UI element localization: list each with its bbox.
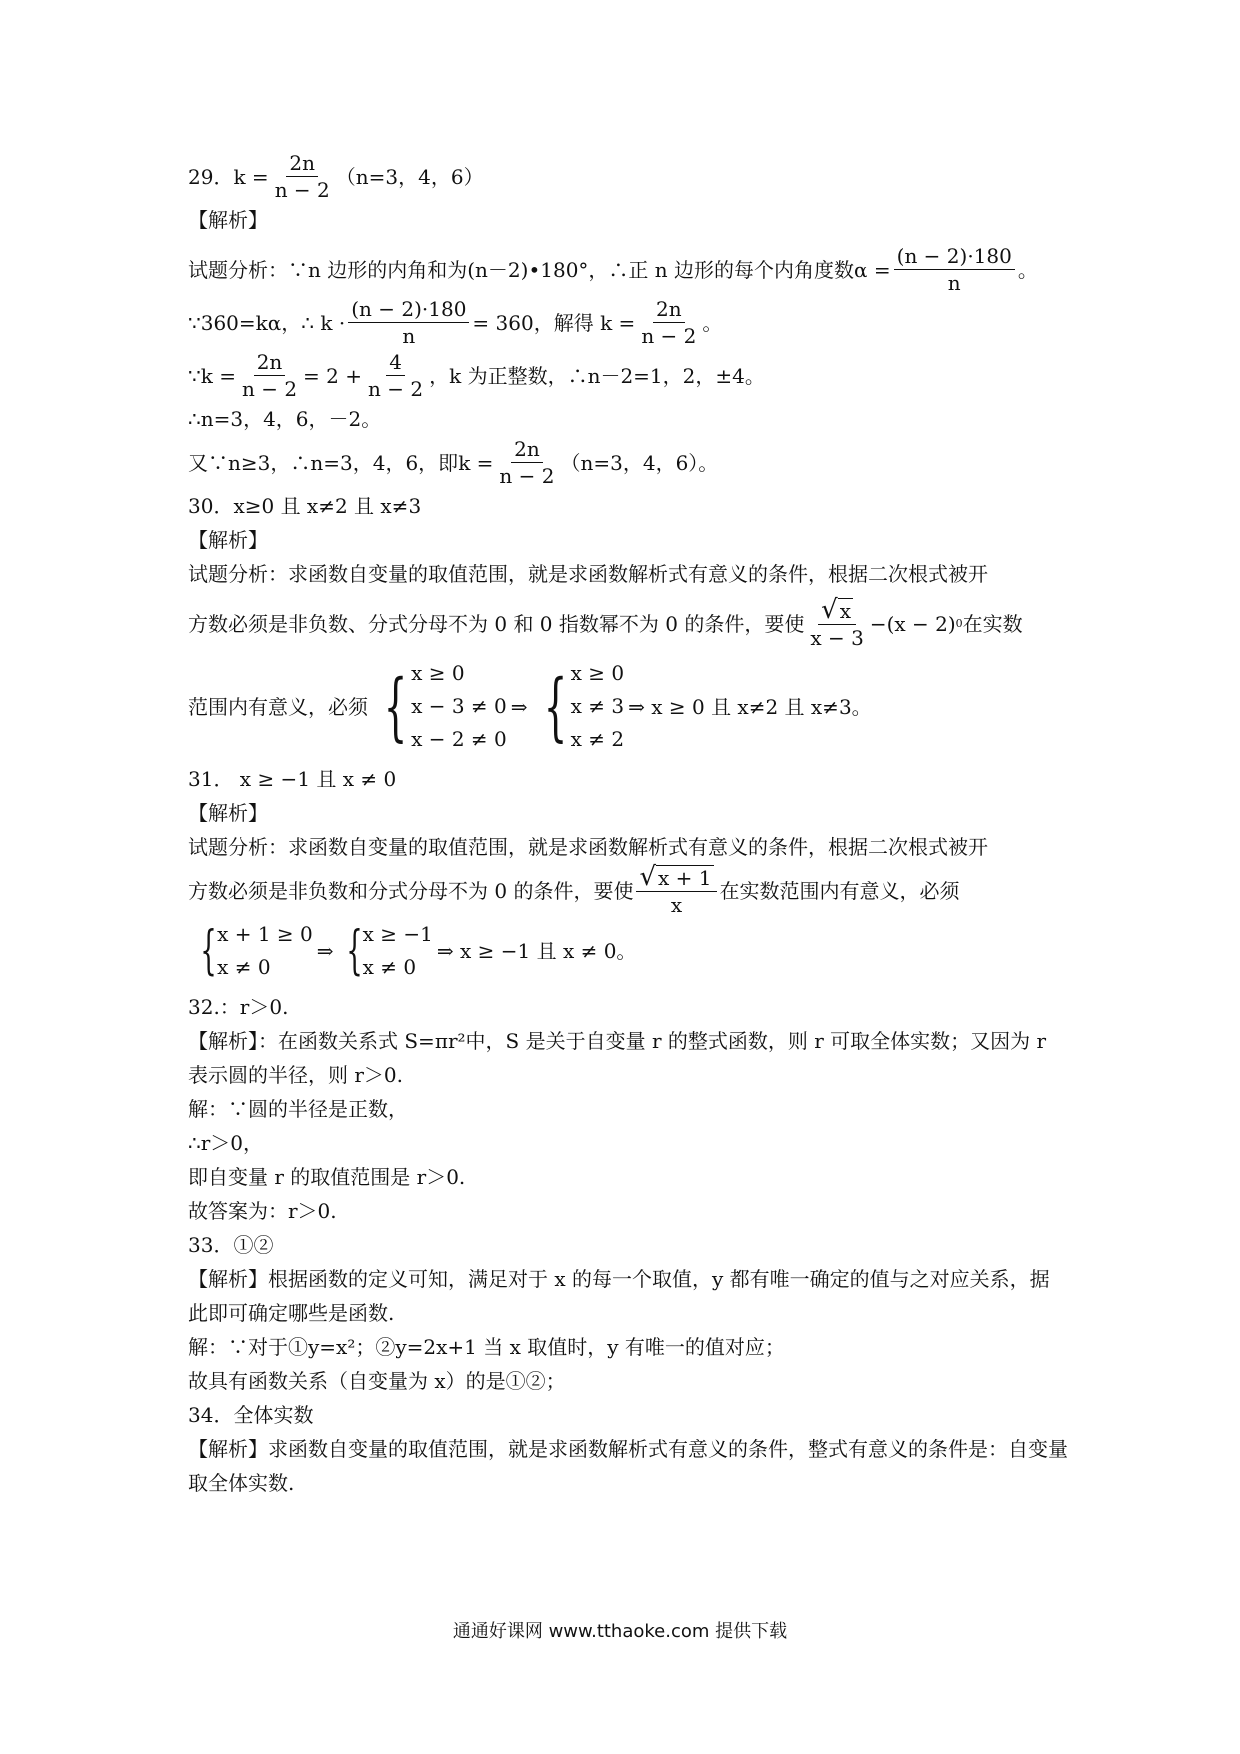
fraction-sqrtx-over-x3: √ x x − 3	[810, 595, 864, 650]
q33-solution-1: 解：∵对于①y=x²；②y=2x+1 当 x 取值时，y 有唯一的值对应；	[188, 1335, 785, 1359]
fraction-2n-over-n-2-d: $\frac{2n}{n - 2}$	[499, 437, 555, 488]
fraction-2n-over-n-2-b: $\frac{2n}{n - 2}$	[641, 297, 697, 348]
fraction-2n-over-n-2-c: $\frac{2n}{n - 2}$	[241, 350, 298, 401]
inequality-system-2: { x ≥ 0 x ≠ 3 x ≠ 2	[543, 661, 625, 751]
q32-answer: 故答案为：r＞0.	[188, 1199, 337, 1223]
q33-analysis: 【解析】根据函数的定义可知，满足对于 x 的每一个取值，y 都有唯一确定的值与之对应关系，据此即可确定哪些是函数.	[188, 1267, 1050, 1325]
q30-line-1: 试题分析：求函数自变量的取值范围，就是求函数解析式有意义的条件，根据二次根式被开	[188, 562, 988, 586]
q33-header: 33．①②	[188, 1233, 274, 1257]
fraction-sqrtx1-over-x: √ x + 1 x	[636, 864, 716, 918]
page-footer: 通通好课网 www.tthaoke.com 提供下载	[452, 1621, 788, 1642]
q32-solution-1: 解：∵圆的半径是正数，	[188, 1097, 408, 1121]
fraction-4-over-n-2: $\frac{4}{n - 2}$	[368, 350, 424, 401]
inequality-system-3: { x + 1 ≥ 0 x ≠ 0	[200, 921, 313, 981]
q29-analysis-label: 【解析】	[188, 208, 268, 232]
q32-analysis: 【解析】：在函数关系式 S=πr²中，S 是关于自变量 r 的整式函数，则 r 可取全体实数；又因为 r 表示圆的半径，则 r＞0.	[188, 1029, 1047, 1087]
q31-analysis-label: 【解析】	[188, 801, 268, 825]
q31-line-1: 试题分析：求函数自变量的取值范围，就是求函数解析式有意义的条件，根据二次根式被开	[188, 835, 988, 859]
fraction-2n-over-n-2: $\frac{2n}{n - 2}$	[274, 151, 330, 202]
fraction-angle-2: $\frac{(n - 2)\cdot 180}{n}$	[348, 296, 469, 349]
inequality-system-4: { x ≥ −1 x ≠ 0	[345, 921, 433, 981]
fraction-angle: $\frac{(n - 2)\cdot 180}{n}$	[894, 243, 1015, 296]
q32-header: 32.：r＞0.	[188, 995, 289, 1019]
q29-line-5: 又∵n≥3，∴n=3，4，6，即 k = $\frac{2n}{n - 2}$ （n=3，4，6）。	[188, 437, 719, 488]
q30-analysis-label: 【解析】	[188, 528, 268, 552]
q29-line-1: 试题分析：∵n 边形的内角和为(n－2)•180°，∴正 n 边形的每个内角度数 α = $\frac{(n - 2)\cdot 180}{n}$ 。	[188, 244, 1038, 295]
q31-line-2: 方数必须是非负数和分式分母不为 0 的条件，要使 √ x + 1 x 在实数范围内有意义，必须	[188, 862, 960, 917]
q31-header: 31． x ≥ −1 且 x ≠ 0	[188, 767, 397, 791]
q29-line-3: ∵ k = $\frac{2n}{n - 2}$ = 2 + $\frac{4}{n - 2}$ ，k 为正整数，∴n－2=1，2，±4。	[188, 350, 765, 401]
inequality-system-1: { x ≥ 0 x − 3 ≠ 0 x − 2 ≠ 0	[383, 661, 507, 751]
q31-line-3: { x + 1 ≥ 0 x ≠ 0 ⇒ { x ≥ −1 x ≠ 0 ⇒ x ≥ −1 且 x ≠ 0。	[188, 918, 1068, 984]
q32-solution-3: 即自变量 r 的取值范围是 r＞0.	[188, 1165, 466, 1189]
answer-page	[188, 150, 1068, 1500]
q32-solution-2: ∴r＞0，	[188, 1131, 264, 1155]
q33-solution-2: 故具有函数关系（自变量为 x）的是①②；	[188, 1369, 566, 1393]
q29-header: 29． k = $\frac{2n}{n - 2}$ （n=3，4，6）	[188, 151, 484, 202]
q34-analysis: 【解析】求函数自变量的取值范围，就是求函数解析式有意义的条件，整式有意义的条件是：自变量取全体实数.	[188, 1437, 1068, 1495]
sqrt-symbol: √ x	[821, 595, 851, 625]
q30-line-2: 方数必须是非负数、分式分母不为 0 和 0 指数幂不为 0 的条件，要使 √ x x − 3 −(x − 2) 0 在实数	[188, 595, 1023, 650]
q30-header: 30．x≥0 且 x≠2 且 x≠3	[188, 494, 422, 518]
q29-line-4: ∴n=3，4，6，－2。	[188, 407, 382, 431]
q34-header: 34．全体实数	[188, 1403, 314, 1427]
q29-line-2: ∵360=kα， ∴ k · $\frac{(n - 2)\cdot 180}{n}$ = 360 ，解得 k = $\frac{2n}{n - 2}$ 。	[188, 297, 723, 348]
sqrt-symbol-2: √ x + 1	[639, 862, 712, 892]
q30-line-3: 范围内有意义，必须 { x ≥ 0 x − 3 ≠ 0 x − 2 ≠ 0 ⇒ { x ≥ 0 x ≠ 3 x ≠ 2 ⇒ x ≥ 0 且 x≠2 且 x≠3。	[188, 657, 1068, 756]
